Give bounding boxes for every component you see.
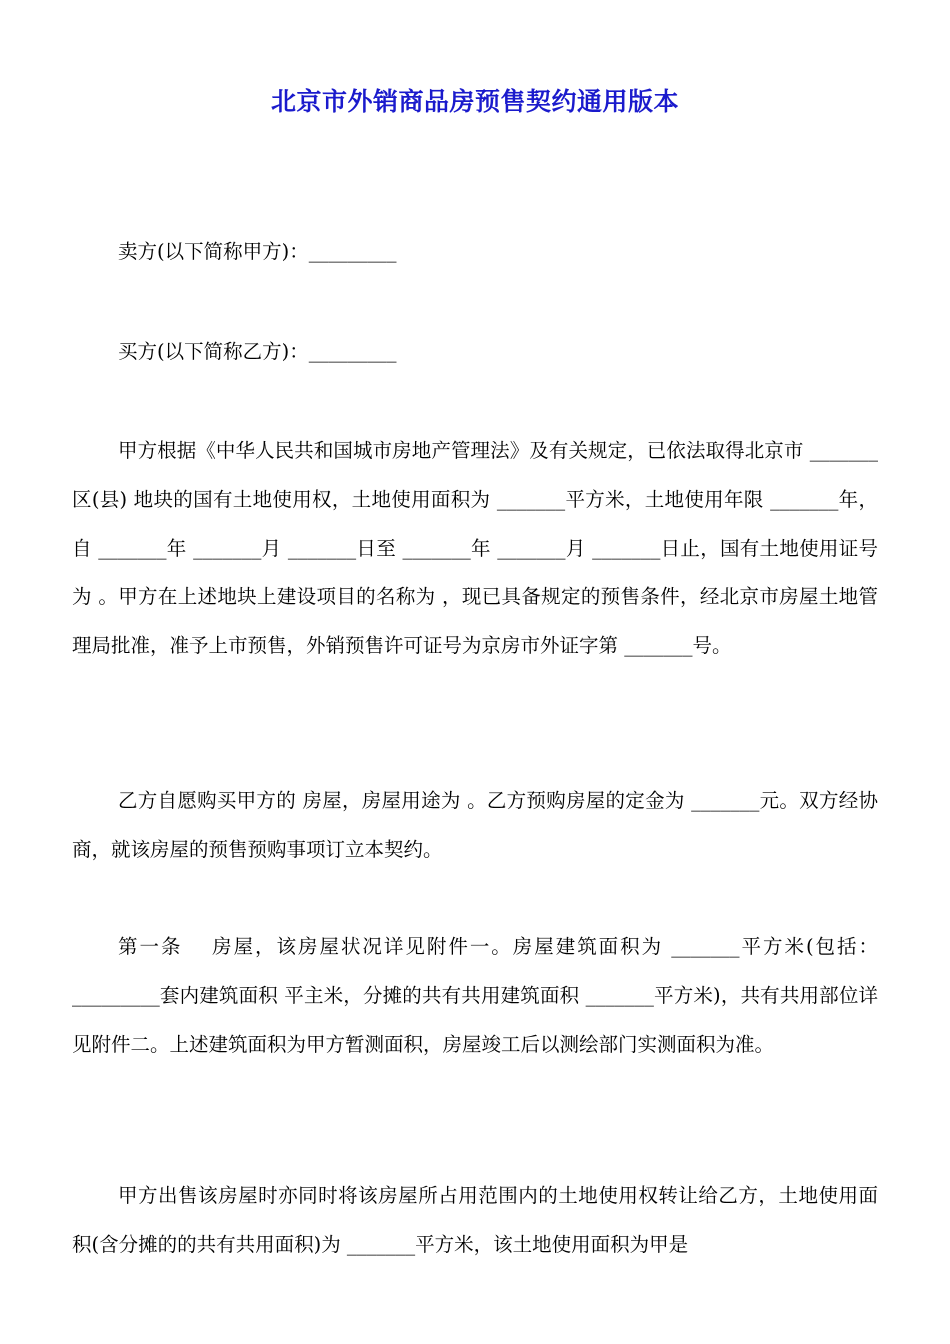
seller-line: 卖方(以下简称甲方)：_________ — [118, 240, 397, 263]
article-one-paragraph: 第一条 房屋，该房屋状况详见附件一。房屋建筑面积为 _______平方米(包括：_________套内建筑面积 平主米，分摊的共有共用建筑面积 _______平方米)，共有共用部位详见附件二。上述建筑面积为甲方暂测面积，房屋竣工后以测绘部门实测面积为准。 — [72, 935, 878, 1056]
document-title: 北京市外销商品房预售契约通用版本 — [270, 87, 679, 116]
buyer-line: 买方(以下简称乙方)：_________ — [118, 340, 397, 363]
purchase-intent-paragraph: 乙方自愿购买甲方的 房屋，房屋用途为 。乙方预购房屋的定金为 _______元。双方经协商，就该房屋的预售预购事项订立本契约。 — [72, 789, 878, 861]
land-use-paragraph: 甲方根据《中华人民共和国城市房地产管理法》及有关规定，已依法取得北京市 _______区(县) 地块的国有土地使用权，土地使用面积为 _______平方米，土地使用年限 _______年，自 _______年 _______月 _______日至 _______年 _______月 _______日止，国有土地使用证号为 。甲方在上述地块上建设项目的名称为 ，现已具备规定的预售条件，经北京市房屋土地管理局批准，准予上市预售，外销预售许可证号为京房市外证字第 _______号。 — [72, 439, 878, 658]
land-transfer-paragraph: 甲方出售该房屋时亦同时将该房屋所占用范围内的土地使用权转让给乙方，土地使用面积(含分摊的的共有共用面积)为 _______平方米，该土地使用面积为甲是 — [72, 1184, 878, 1256]
